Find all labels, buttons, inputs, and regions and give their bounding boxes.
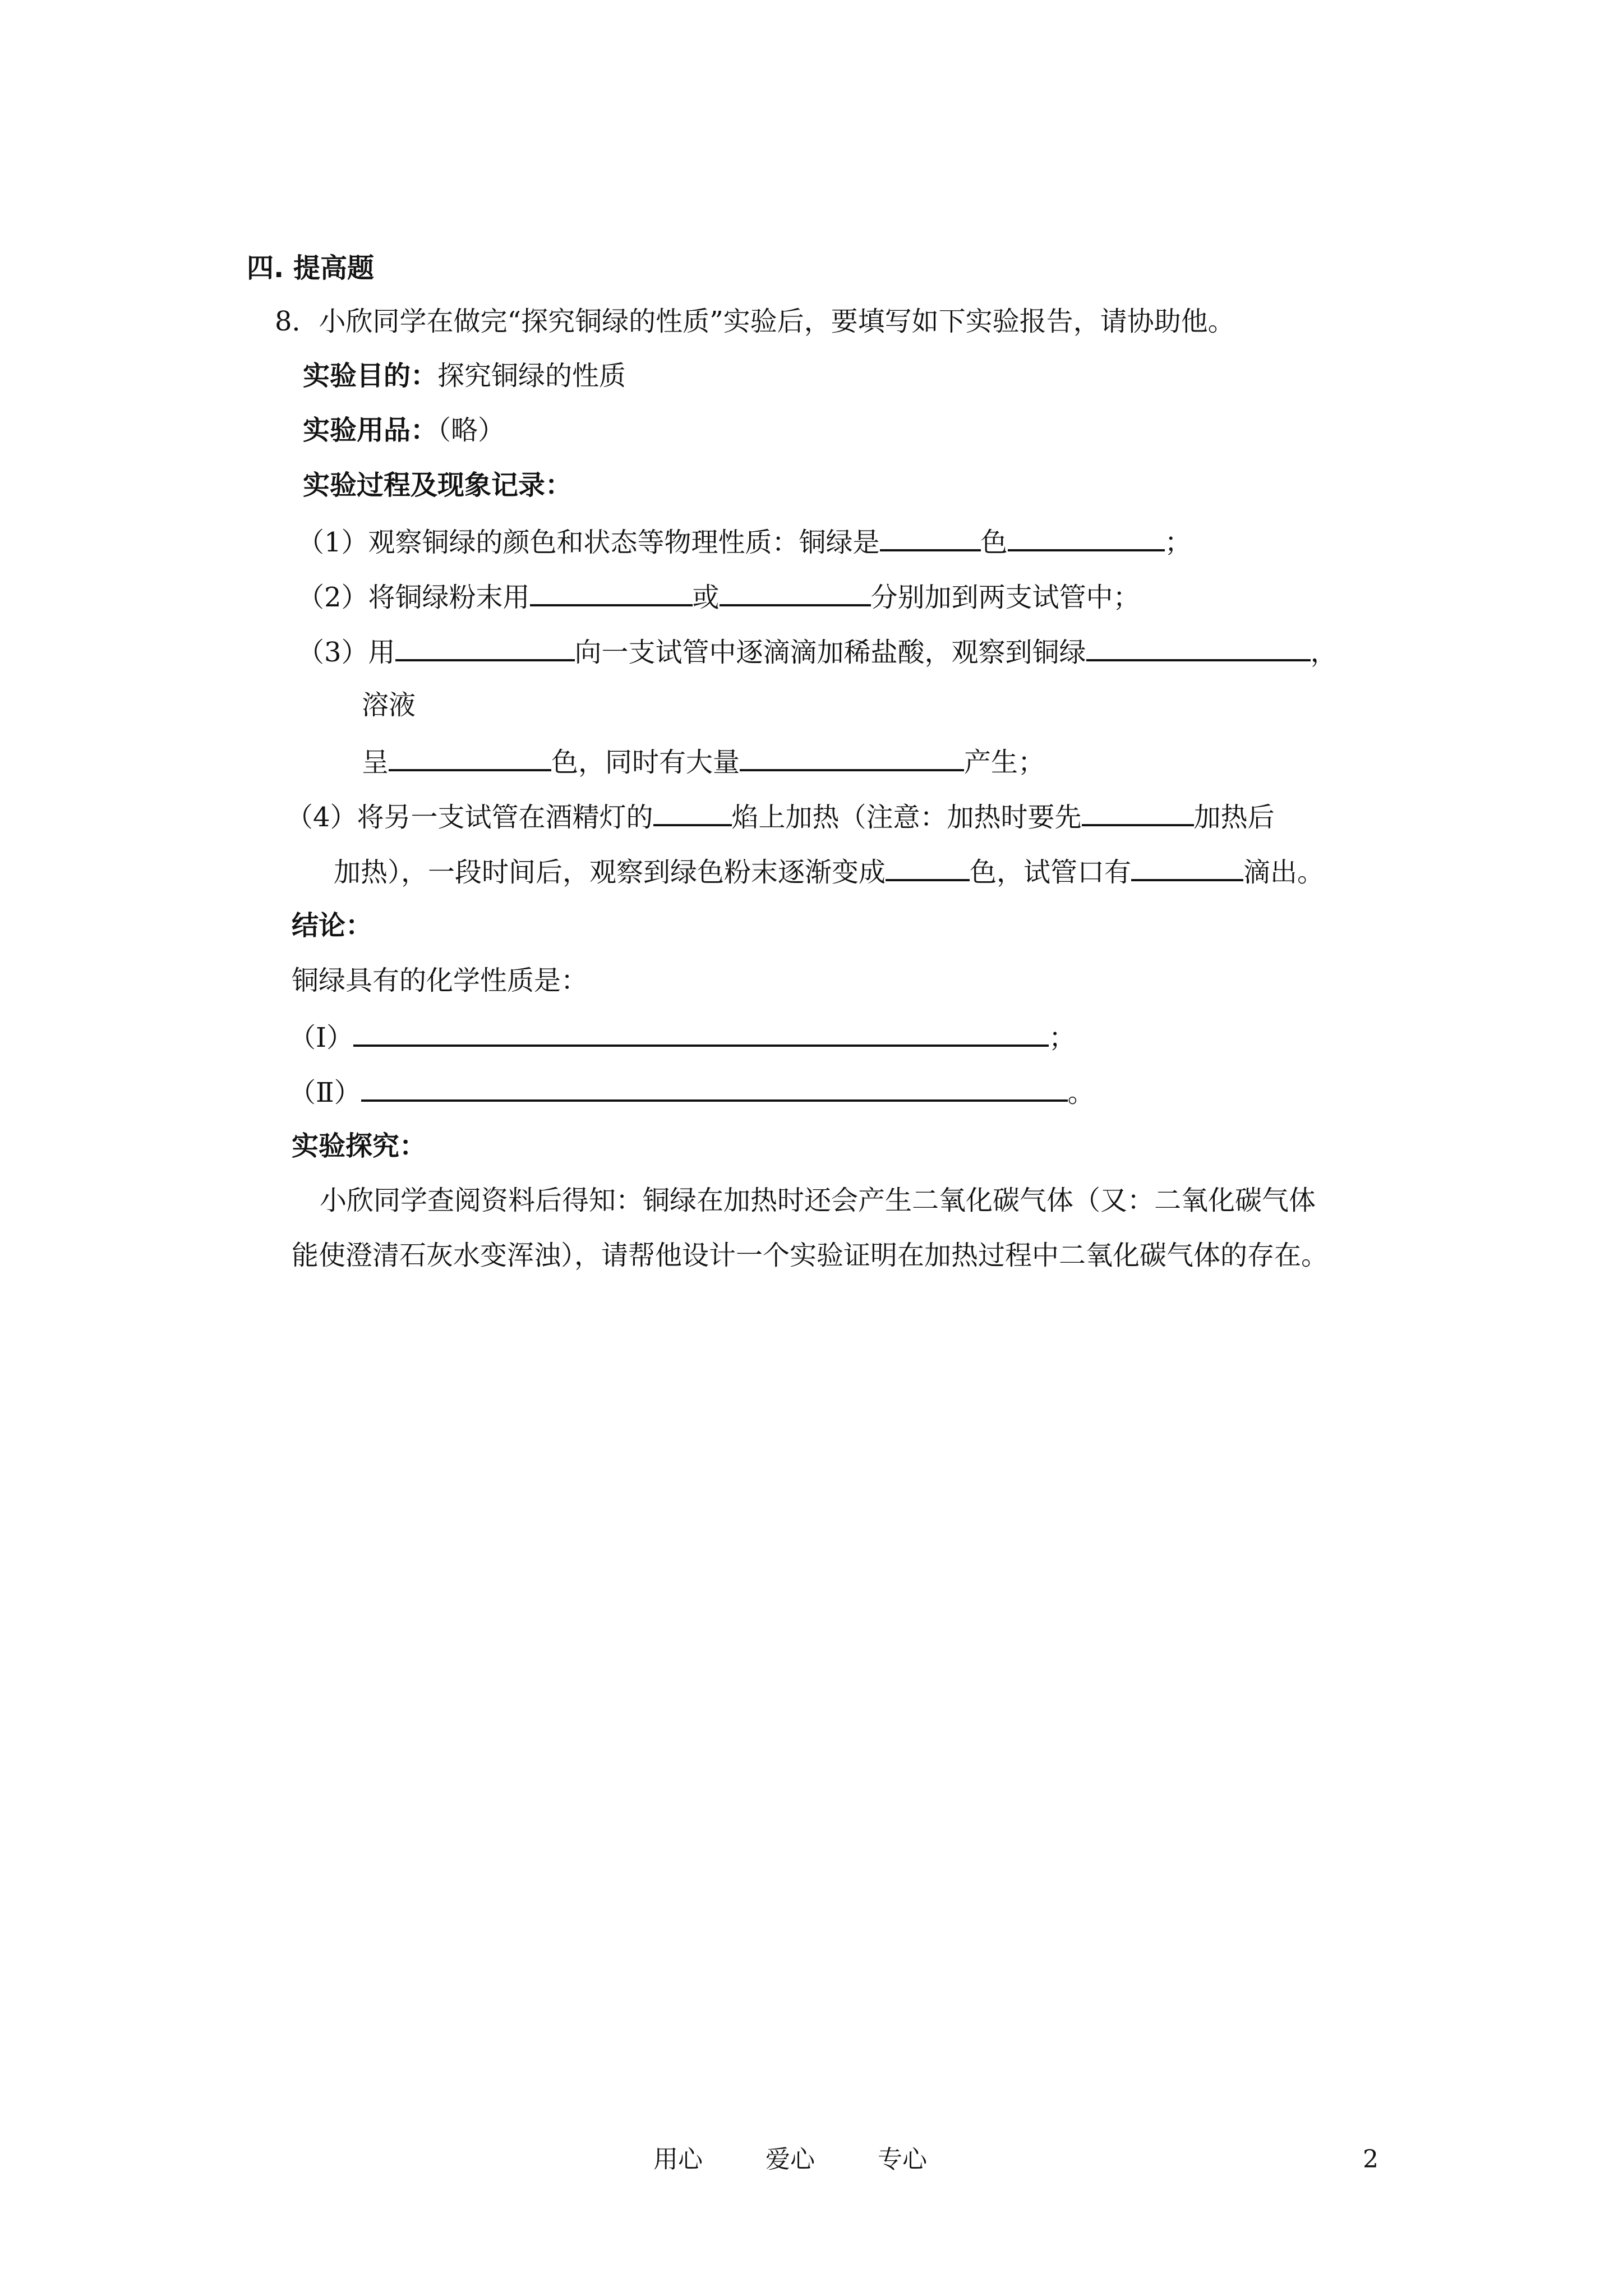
footer-motto-3: 专心 — [878, 2145, 927, 2174]
explore-line-1: 小欣同学查阅资料后得知：铜绿在加热时还会产生二氧化碳气体（又：二氧化碳气体 — [320, 1185, 1316, 1216]
materials-row — [303, 413, 505, 447]
step-3-text-b: 向一支试管中逐滴滴加稀盐酸，观察到铜绿 — [574, 637, 1086, 668]
process-label: 实验过程及现象记录： — [303, 470, 573, 501]
step-3-text-g: 产生； — [964, 747, 1045, 778]
step-4-blank-preheat[interactable] — [1082, 798, 1194, 826]
step-3-text-a: （3）用 — [297, 637, 395, 668]
conclusion-label: 结论： — [292, 910, 373, 941]
step-4-blank-color[interactable] — [886, 853, 970, 881]
step-3 — [297, 633, 1338, 669]
step-4 — [286, 798, 1275, 834]
step-2-blank-1[interactable] — [530, 578, 693, 606]
step-1-text-a: （1）观察铜绿的颜色和状态等物理性质：铜绿是 — [297, 527, 880, 558]
page-number: 2 — [1363, 2145, 1378, 2174]
step-4-text-d: 加热），一段时间后，观察到绿色粉末逐渐变成 — [334, 857, 886, 888]
explore-line-2: 能使澄清石灰水变浑浊），请帮他设计一个实验证明在加热过程中二氧化碳气体的存在。 — [292, 1240, 1329, 1271]
step-2-text-c: 分别加到两支试管中； — [870, 582, 1140, 613]
conclusion-2-end: 。 — [1067, 1077, 1095, 1108]
conclusion-1 — [289, 1019, 1076, 1055]
materials-text: （略） — [437, 415, 505, 446]
step-4-cont — [334, 853, 1324, 889]
purpose-label: 实验目的： — [303, 360, 438, 392]
step-4-blank-drops[interactable] — [1131, 853, 1243, 881]
footer-motto-2: 爱心 — [766, 2145, 815, 2174]
step-4-blank-flame[interactable] — [653, 798, 732, 826]
step-4-text-a: （4）将另一支试管在酒精灯的 — [286, 802, 653, 833]
step-2-text-a: （2）将铜绿粉末用 — [297, 582, 530, 613]
explore-label: 实验探究： — [292, 1130, 427, 1162]
step-1-text-c: ； — [1164, 527, 1192, 558]
conclusion-2-label: （Ⅱ） — [289, 1077, 361, 1108]
step-3-cont — [362, 743, 1045, 779]
step-3-solution: 溶液 — [362, 689, 416, 721]
conclusion-1-blank[interactable] — [353, 1019, 1049, 1047]
step-2-text-b: 或 — [692, 582, 720, 613]
conclusion-2-blank[interactable] — [361, 1074, 1068, 1102]
step-4-text-e: 色，试管口有 — [970, 857, 1132, 888]
step-1-text-b: 色 — [980, 527, 1008, 558]
conclusion-2 — [289, 1074, 1095, 1110]
step-1 — [297, 523, 1192, 559]
step-3-text-c: ， — [1310, 637, 1338, 668]
step-4-text-b: 焰上加热（注意：加热时要先 — [731, 802, 1082, 833]
step-3-blank-color[interactable] — [389, 743, 551, 771]
step-1-blank-state[interactable] — [1008, 523, 1165, 551]
conclusion-1-label: （Ⅰ） — [289, 1022, 353, 1053]
materials-label: 实验用品： — [303, 415, 438, 446]
step-3-blank-tool[interactable] — [395, 633, 575, 661]
step-3-text-e: 呈 — [362, 747, 389, 778]
step-3-text-f: 色，同时有大量 — [551, 747, 740, 778]
purpose-row — [303, 359, 626, 393]
step-3-blank-observe[interactable] — [1086, 633, 1311, 661]
conclusion-1-end: ； — [1048, 1022, 1076, 1053]
step-2 — [297, 578, 1140, 614]
step-4-text-f: 滴出。 — [1243, 857, 1325, 888]
section-title: 四. 提高题 — [247, 252, 374, 284]
question-8-intro: 8．小欣同学在做完“探究铜绿的性质”实验后，要填写如下实验报告，请协助他。 — [275, 306, 1235, 337]
step-4-text-c: 加热后 — [1193, 802, 1275, 833]
step-1-blank-color[interactable] — [880, 523, 981, 551]
footer-motto-1: 用心 — [653, 2145, 703, 2174]
step-2-blank-2[interactable] — [720, 578, 871, 606]
conclusion-text: 铜绿具有的化学性质是： — [292, 965, 588, 996]
purpose-text: 探究铜绿的性质 — [437, 360, 626, 392]
step-3-blank-gas[interactable] — [740, 743, 964, 771]
